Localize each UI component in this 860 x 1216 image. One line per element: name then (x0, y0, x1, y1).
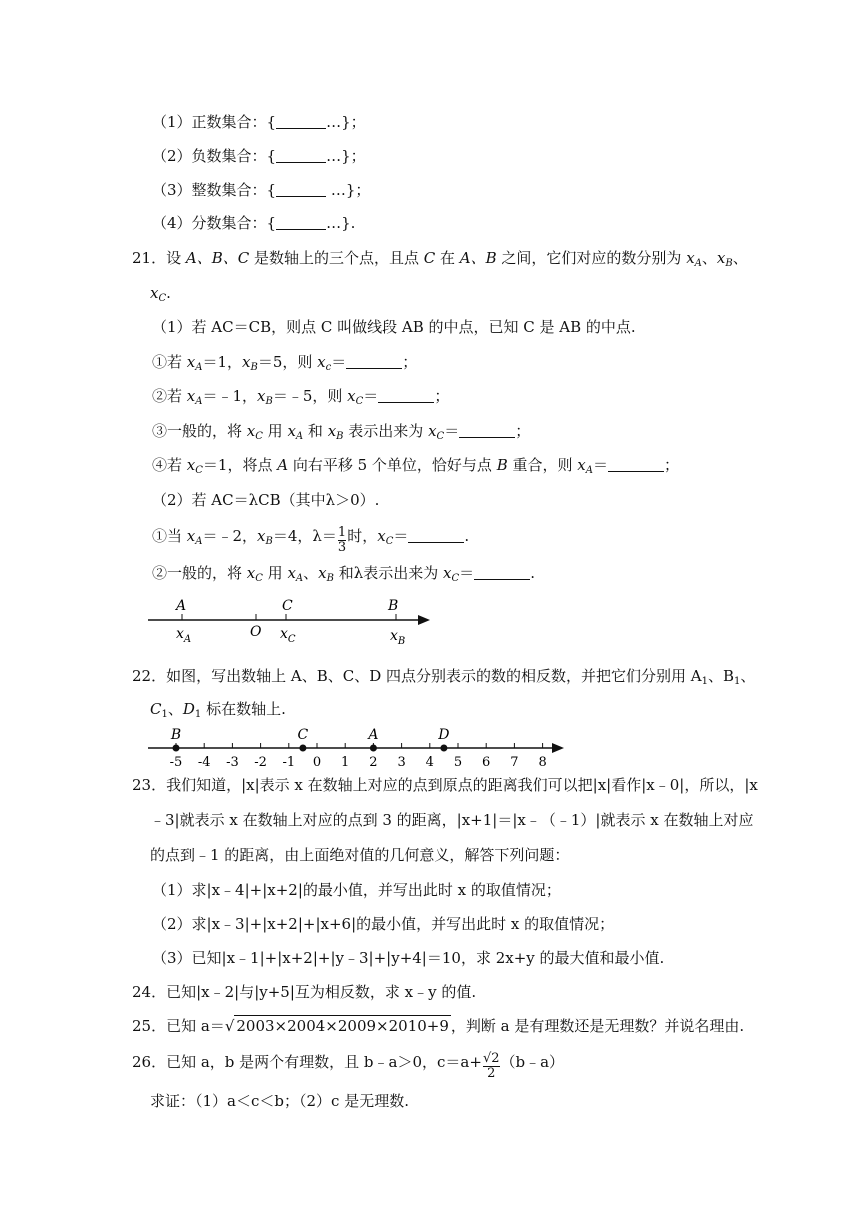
set-label: （2）负数集合：{ (152, 147, 277, 165)
set-positive (152, 112, 366, 132)
q23-line2 (150, 810, 753, 830)
q23-line3 (150, 845, 569, 865)
tick-label: 2 (369, 755, 378, 770)
text: ＝ (393, 527, 409, 545)
text: 22．如图，写出数轴上 A、B、C、D 四点分别表示的数的相反数，并把它们分别用 A (132, 667, 702, 685)
text: ＝1， (202, 353, 243, 371)
text: 是数轴上的三个点，且点 (249, 249, 424, 267)
text: ＝5，则 (257, 353, 318, 371)
set-tail: …}； (326, 147, 366, 165)
text: 的点到﹣1 的距离，由上面绝对值的几何意义，解答下列问题： (150, 846, 570, 864)
text: 之间，它们对应的数分别为 (496, 249, 687, 267)
radicand: 2003×2004×2009×2010+9 (236, 1017, 449, 1035)
text: （1）若 AC＝CB，则点 C 叫做线段 AB 的中点，已知 C 是 AB 的中点. (152, 318, 636, 336)
tick-label: -2 (254, 755, 267, 770)
text: 表示出来为 (343, 422, 429, 440)
point-label-c: C (297, 727, 309, 743)
set-integer (152, 180, 370, 200)
text: 、B (707, 667, 734, 685)
blank[interactable] (608, 457, 664, 472)
text: ＝ (444, 422, 460, 440)
point-b (173, 745, 180, 752)
q23-sub3 (152, 948, 664, 968)
tick-label: 7 (510, 755, 519, 770)
tick-label: 8 (538, 755, 547, 770)
text: ①当 (152, 527, 187, 545)
point-label-d: D (438, 727, 450, 743)
blank[interactable] (346, 354, 402, 369)
set-tail: …}； (326, 181, 371, 199)
q21-item3: ③一般的，将 $x_C$ 用 $x_A$ 和 $x_B$ 表示出来为 $x_C=$ ； (152, 422, 531, 442)
denominator: 3 (337, 540, 347, 555)
q21-item6: ②一般的，将 $x_C$ 用 $x_A$、$x_B$ 和λ表示出来为 $x_C=$ . (152, 564, 535, 584)
radical-sign: √ (224, 1017, 235, 1035)
text: 25．已知 a＝ (132, 1017, 225, 1035)
q22-number-line (146, 726, 566, 770)
text: 求证：（1）a＜c＜b；（2）c 是无理数. (150, 1092, 409, 1110)
denominator: 2 (483, 1066, 500, 1081)
text: ＝﹣1， (202, 387, 258, 405)
sub: C (158, 293, 167, 304)
q22-line2: $C_1$、$D_1$ 标在数轴上. (150, 700, 286, 720)
text: 和 (303, 422, 328, 440)
q21-item5: ①当 $x_A=﹣2$，$x_B=4$，λ＝ $\frac{1}{3}$ 时，$x_C=$ . (152, 525, 470, 555)
text: 用 (262, 564, 288, 582)
blank[interactable] (276, 215, 326, 230)
text: 、 (740, 667, 756, 685)
text: C (423, 249, 436, 267)
q21-item4: ④若 $x_C=1$，将点 A 向右平移 5 个单位，恰好与点 B 重合，则 $x_A=$ ； (152, 456, 679, 476)
text: ③一般的，将 (152, 422, 247, 440)
tick-label: 5 (453, 755, 463, 770)
text: ＝ (592, 456, 608, 474)
blank[interactable] (276, 148, 326, 163)
text: 向右平移 5 个单位，恰好与点 (288, 456, 497, 474)
q23-sub2 (152, 914, 614, 934)
text: （b﹣a） (500, 1053, 565, 1071)
blank[interactable] (459, 423, 515, 438)
text: 重合，则 (507, 456, 578, 474)
text: （3）已知|x﹣1|+|x+2|+|y﹣3|+|y+4|＝10，求 2x+y 的最大值和最小值. (152, 949, 665, 967)
numerator: √2 (482, 1051, 500, 1066)
text: 、 (303, 564, 319, 582)
point-label-b: B (388, 598, 399, 614)
text: 26．已知 a，b 是两个有理数，且 b﹣a＞0，c＝a+ (132, 1053, 482, 1071)
blank[interactable] (378, 388, 434, 403)
text: 用 (262, 422, 288, 440)
fraction (338, 526, 346, 555)
text: ④若 (152, 456, 187, 474)
text: （1）求|x﹣4|+|x+2|的最小值，并写出此时 x 的取值情况； (152, 881, 561, 899)
text: 21．设 (132, 249, 186, 267)
text: 时， (347, 527, 378, 545)
text: ②一般的，将 (152, 564, 247, 582)
point-label-b: B (170, 727, 182, 743)
q24 (132, 982, 476, 1002)
set-label: （3）整数集合：{ (152, 181, 277, 199)
text: 和λ表示出来为 (334, 564, 444, 582)
sub: B (725, 258, 733, 269)
numerator: 1 (337, 525, 347, 540)
tick-label: 1 (341, 755, 350, 770)
point-label-c: C (282, 598, 293, 614)
text: ＝﹣2， (202, 527, 258, 545)
tick-group (170, 743, 547, 770)
q26-proof (150, 1091, 409, 1111)
text: ﹣3|就表示 x 在数轴上对应的点到 3 的距离，|x+1|＝|x﹣（﹣1）|就表示 x 在数轴上对应 (150, 811, 754, 829)
point-label-a: A (176, 598, 187, 614)
sub: A (694, 258, 702, 269)
text: 在 (435, 249, 460, 267)
xa-label: $x_A$ (176, 626, 192, 645)
point-label-a: A (368, 727, 379, 743)
text: （2）若 AC＝λCB（其中λ＞0）. (152, 491, 380, 509)
tick-label: -1 (282, 755, 296, 770)
text: ＝ (459, 564, 475, 582)
tick-label: 6 (482, 755, 491, 770)
q21-intro-2: $x_C$. (150, 284, 171, 304)
text: ＝﹣5，则 (272, 387, 348, 405)
text: （2）求|x﹣3|+|x+2|+|x+6|的最小值，并写出此时 x 的取值情况； (152, 915, 615, 933)
tick-label: 4 (425, 755, 434, 770)
q22-line1: 22．如图，写出数轴上 A、B、C、D 四点分别表示的数的相反数，并把它们分别用 $A_1$、$B_1$、 (132, 667, 756, 687)
tick-label: 3 (397, 755, 406, 770)
text: ②若 (152, 387, 187, 405)
tick-label: -3 (226, 755, 239, 770)
tick-label: -5 (169, 755, 183, 770)
text: ＝ (363, 387, 379, 405)
tick-label: -4 (197, 755, 211, 770)
q21-item2: ②若 $x_A=﹣1$，$x_B=﹣5$，则 $x_C=$ ； (152, 387, 450, 407)
q21-part2 (152, 490, 379, 510)
text: ＝4，λ＝ (272, 527, 337, 545)
fraction (483, 1052, 500, 1081)
point-d (440, 745, 447, 752)
origin-label: O (250, 624, 262, 640)
set-fraction (152, 213, 355, 233)
var: x (716, 249, 726, 267)
blank[interactable] (408, 528, 464, 543)
q21-part1 (152, 317, 636, 337)
q21-item1: ①若 $x_A=1$，$x_B=5$，则 $x_c=$ ； (152, 353, 418, 373)
blank[interactable] (276, 114, 326, 129)
text: ＝ (331, 353, 347, 371)
var: x (150, 284, 159, 302)
set-label: （4）分数集合：{ (152, 214, 277, 232)
set-negative (152, 146, 366, 166)
point-c (299, 745, 306, 752)
q26 (132, 1052, 564, 1081)
blank[interactable] (276, 182, 326, 197)
text: A、B、C (185, 249, 250, 267)
q23-sub1 (152, 880, 561, 900)
q21-intro: 21．设 A、B、C 是数轴上的三个点，且点 C 在 A、B 之间，它们对应的数分别为 $x_A$、$x_B$、 (132, 249, 748, 269)
text: ＝1，将点 (202, 456, 278, 474)
set-label: （1）正数集合：{ (152, 113, 277, 131)
q25 (132, 1015, 744, 1036)
text: ①若 (152, 353, 187, 371)
q21-number-line (146, 594, 436, 650)
xb-label: $x_B$ (390, 628, 406, 647)
set-tail: …}； (326, 113, 366, 131)
set-tail: …}. (326, 214, 356, 232)
point-a (370, 745, 377, 752)
text: ，判断 a 是有理数还是无理数？并说名理由. (450, 1017, 745, 1035)
text: 24．已知|x﹣2|与|y+5|互为相反数，求 x﹣y 的值. (132, 983, 477, 1001)
text: 标在数轴上. (206, 700, 286, 718)
xc-label: $x_C$ (280, 626, 296, 645)
text: A、B (459, 249, 497, 267)
q23-line1 (132, 775, 758, 795)
text: 23．我们知道，|x|表示 x 在数轴上对应的点到原点的距离我们可以把|x|看作|x﹣0|，所以，|x (132, 776, 758, 794)
blank[interactable] (474, 565, 530, 580)
tick-label: 0 (312, 755, 322, 770)
var: x (686, 249, 695, 267)
